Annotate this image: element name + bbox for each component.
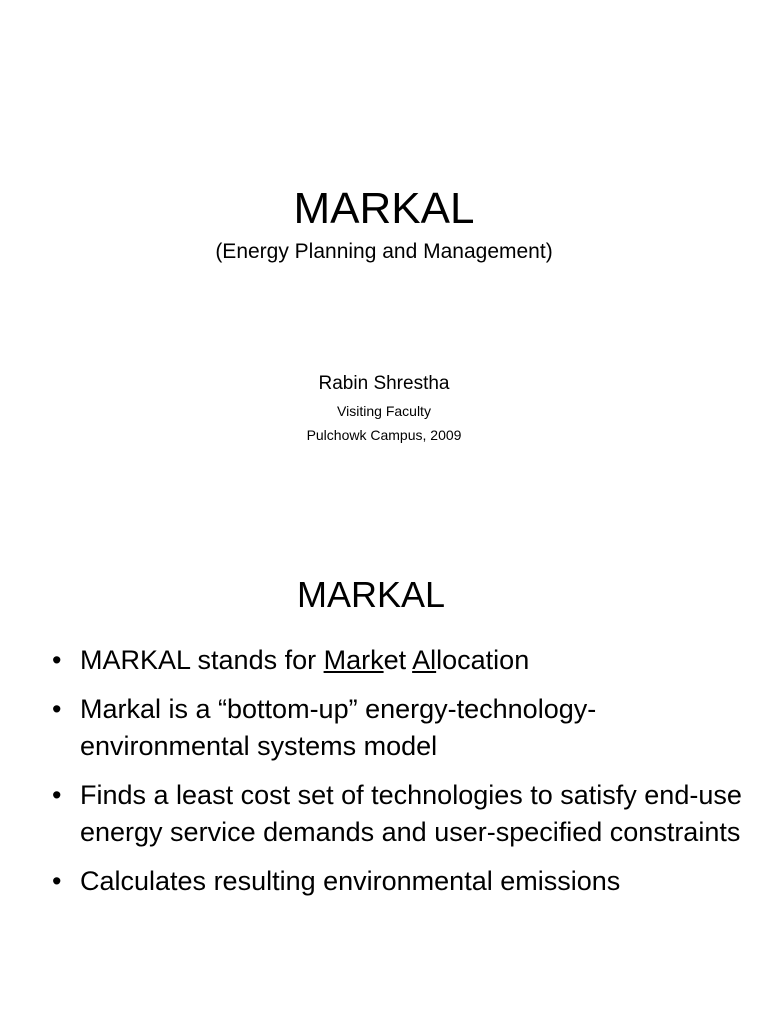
author-institution: Pulchowk Campus, 2009 xyxy=(306,427,462,443)
author-role: Visiting Faculty xyxy=(337,403,431,419)
slide-title: MARKAL xyxy=(293,184,475,233)
bullet-text: Markal is a “bottom-up” energy-technology-environmental systems model xyxy=(80,694,597,761)
content-slide-title: MARKAL xyxy=(296,574,446,615)
bullet-glyph: • xyxy=(52,780,62,810)
bullet-glyph: • xyxy=(52,645,62,675)
bullet-text-market-rest: et xyxy=(383,645,413,675)
author-name: Rabin Shrestha xyxy=(318,373,450,394)
bullet-list xyxy=(50,642,750,912)
bullet-item xyxy=(50,691,750,765)
bullet-text: Finds a least cost set of technologies to satisfy end-use energy service demands and user-specified constraints xyxy=(80,780,742,847)
bullet-item xyxy=(50,863,750,900)
bullet-glyph: • xyxy=(52,694,62,724)
bullet-text: Calculates resulting environmental emissions xyxy=(80,866,621,896)
underlined-mark: Mark xyxy=(323,645,384,675)
bullet-item xyxy=(50,642,750,679)
bullet-glyph: • xyxy=(52,866,62,896)
bullet-text-prefix: MARKAL stands for xyxy=(80,645,324,675)
bullet-text-allocation-rest: location xyxy=(436,645,530,675)
bullet-item xyxy=(50,777,750,851)
content-slide xyxy=(0,512,768,1024)
slide-subtitle: (Energy Planning and Management) xyxy=(215,240,553,263)
underlined-al: Al xyxy=(412,645,437,675)
